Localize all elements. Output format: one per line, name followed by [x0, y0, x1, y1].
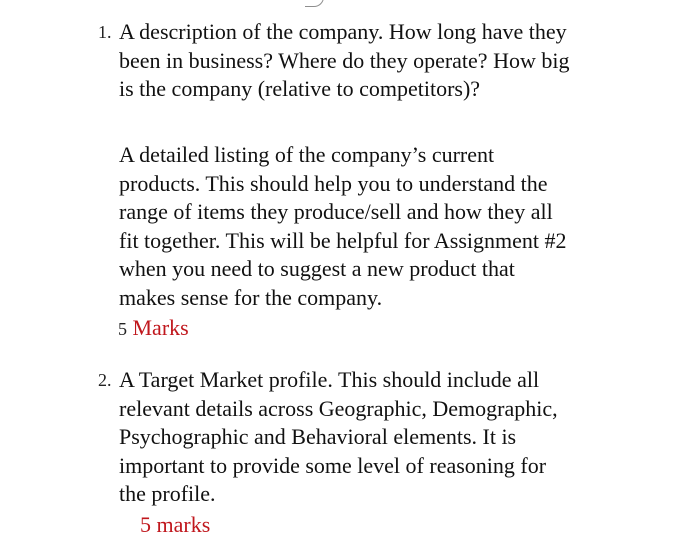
marks-text: Marks: [132, 315, 189, 340]
text-line: fit together. This will be helpful for Assignment #2: [119, 227, 567, 253]
marks-number: 5: [118, 319, 127, 339]
text-line: important to provide some level of reasoning for: [119, 452, 547, 478]
text-line: when you need to suggest a new product that: [119, 256, 515, 281]
text-line: the profile.: [119, 481, 216, 506]
text-line: makes sense for the company.: [119, 284, 383, 310]
text-line: products. This should help you to understand the: [119, 170, 548, 196]
marks-label-first: [118, 314, 189, 343]
text-line: Psychographic and Behavioral elements. It is: [119, 424, 517, 449]
list-number: 1.: [98, 22, 112, 42]
text-line: A Target Market profile. This should include all: [119, 367, 540, 392]
text-line: range of items they produce/sell and how they all: [119, 199, 553, 224]
item-description: [119, 18, 639, 104]
cropped-parenthesis-mark: [305, 0, 324, 7]
list-number: 2.: [98, 370, 112, 390]
text-line: A description of the company. How long have they: [119, 19, 567, 44]
text-line: is the company (relative to competitors)?: [119, 76, 481, 101]
text-line: relevant details across Geographic, Demographic,: [119, 395, 558, 421]
text-line: been in business? Where do they operate? How big: [119, 47, 570, 73]
marks-label-second: 5 marks: [140, 512, 211, 537]
text-line: A detailed listing of the company’s current: [119, 142, 495, 167]
target-market-description: [119, 366, 639, 509]
products-description: [119, 141, 639, 312]
